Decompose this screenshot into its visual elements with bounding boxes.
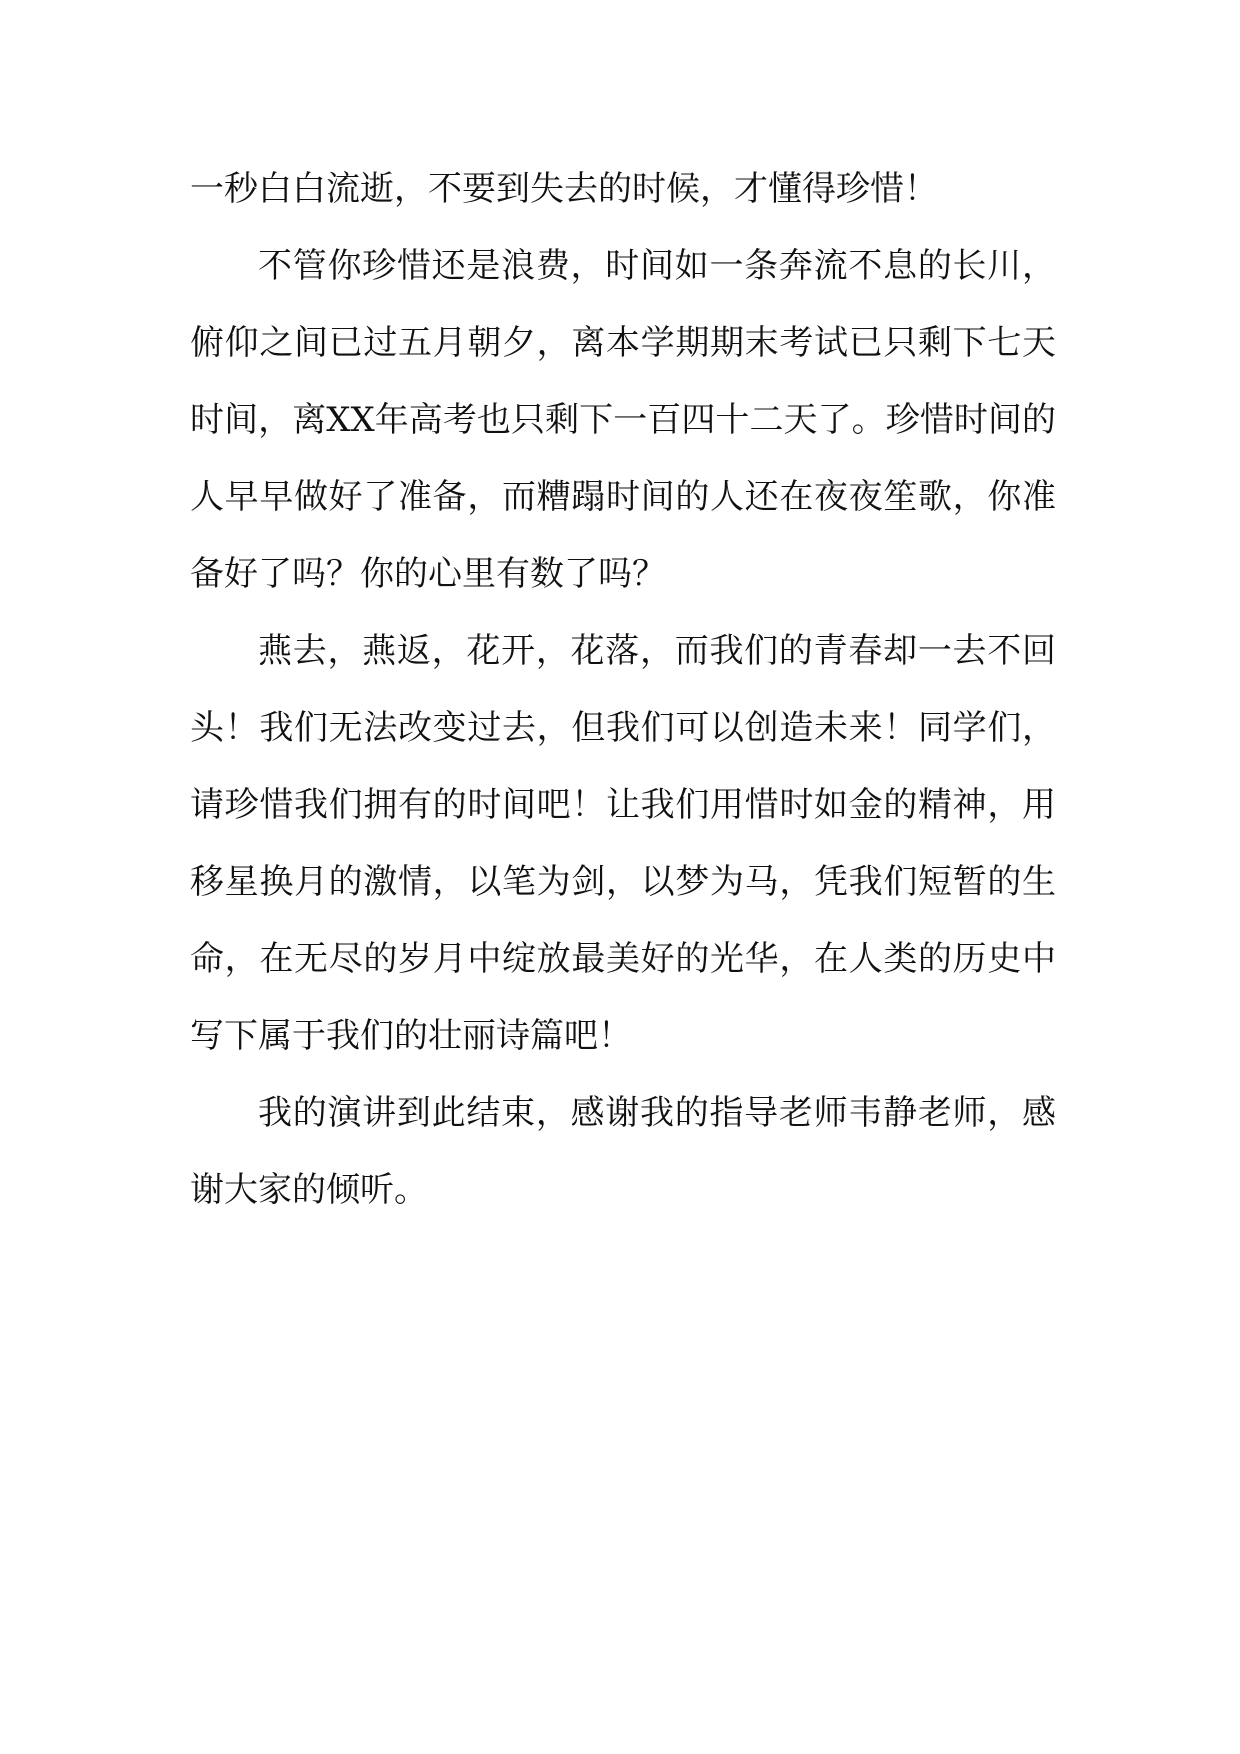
text-line: 一秒白白流逝，不要到失去的时候，才懂得珍惜！: [190, 169, 938, 209]
text-line: 请珍惜我们拥有的时间吧！让我们用惜时如金的精神，用: [190, 785, 1056, 825]
text-line: 时间，离XX年高考也只剩下一百四十二天了。珍惜时间的: [190, 400, 1056, 440]
text-line: 人早早做好了准备，而糟蹋时间的人还在夜夜笙歌，你准: [190, 477, 1056, 517]
paragraph-start-line: 燕去，燕返，花开，花落，而我们的青春却一去不回: [258, 631, 1056, 671]
text-line: 头！我们无法改变过去，但我们可以创造未来！同学们，: [190, 708, 1056, 748]
text-line: 备好了吗？你的心里有数了吗？: [190, 554, 666, 594]
paragraph-start-line: 不管你珍惜还是浪费，时间如一条奔流不息的长川，: [258, 246, 1056, 286]
text-line: 写下属于我们的壮丽诗篇吧！: [190, 1016, 632, 1056]
text-line: 谢大家的倾听。: [190, 1170, 428, 1210]
speech-text-body: [190, 166, 1056, 1244]
paragraph-start-line: 我的演讲到此结束，感谢我的指导老师韦静老师，感: [258, 1093, 1056, 1133]
text-line: 移星换月的激情，以笔为剑，以梦为马，凭我们短暂的生: [190, 862, 1056, 902]
text-line: 俯仰之间已过五月朝夕，离本学期期末考试已只剩下七天: [190, 323, 1056, 363]
text-line: 命，在无尽的岁月中绽放最美好的光华，在人类的历史中: [190, 939, 1056, 979]
